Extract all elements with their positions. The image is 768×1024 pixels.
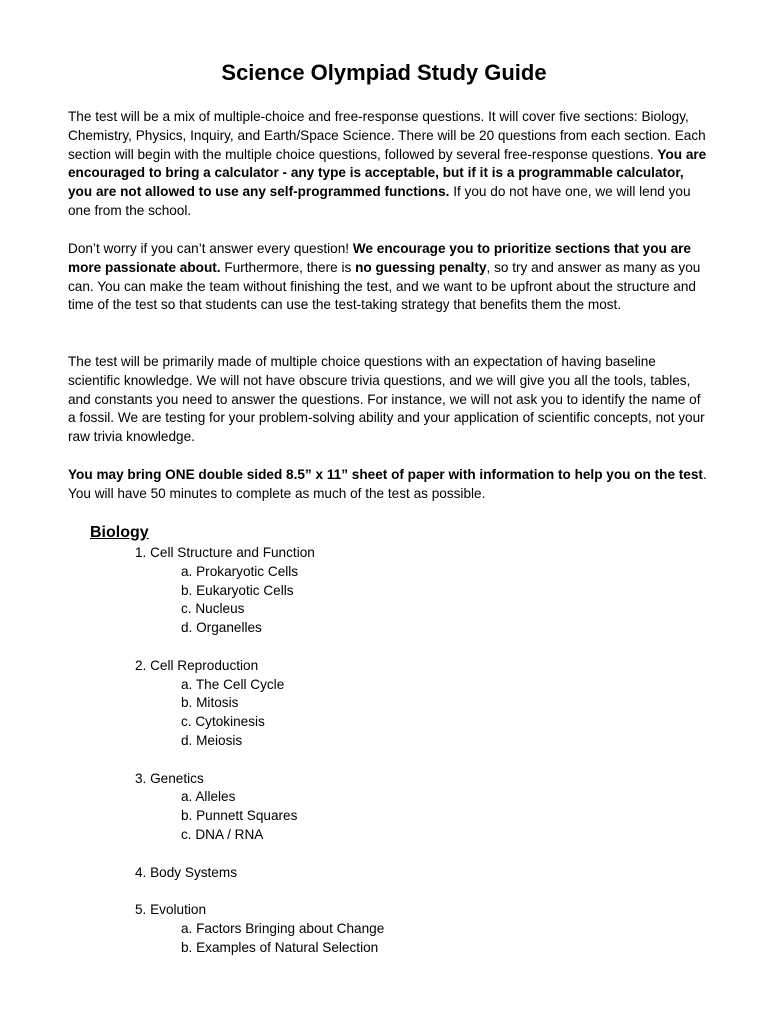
strategy-text-2: Furthermore, there is	[220, 259, 356, 275]
time-limit-text: . You will have 50 minutes to complete as much of the test as possible.	[68, 467, 707, 501]
subtopic-item: a. The Cell Cycle	[181, 676, 285, 692]
page-title: Science Olympiad Study Guide	[221, 60, 547, 85]
strategy-paragraph	[68, 240, 708, 315]
subtopic-item: b. Punnett Squares	[181, 808, 298, 824]
topic-item: 4. Body Systems	[135, 864, 237, 880]
subtopic-item: b. Eukaryotic Cells	[181, 582, 294, 598]
subtopic-item: a. Prokaryotic Cells	[181, 563, 299, 579]
prioritize-note: We encourage you to prioritize sections that you are more passionate about.	[68, 241, 691, 275]
subtopic-item: a. Factors Bringing about Change	[181, 921, 385, 936]
strategy-text-3: , so try and answer as many as you can. You can make the team without finishing the test, and we want to be upfront about the structure and time of the test so that students can use the test-taking strategy that benefits them the most.	[68, 259, 701, 313]
subtopic-item: b. Mitosis	[181, 695, 239, 711]
subtopic-item: d. Meiosis	[181, 733, 243, 748]
intro-paragraph	[68, 108, 708, 221]
subtopic-item: c. DNA / RNA	[181, 827, 264, 842]
subtopic-item: b. Examples of Natural Selection	[181, 939, 379, 955]
subtopic-item: a. Alleles	[181, 789, 236, 805]
intro-text-2: If you do not have one, we will lend you one from the school.	[68, 184, 691, 218]
intro-text-1: The test will be a mix of multiple-choice and free-response questions. It will cover five sections: Biology, Chemistry, Physics, Inquiry, and Earth/Space Science. There will be 20 questions from each section. Each section will begin with the multiple choice questions, followed by several free-response questions.	[68, 109, 706, 162]
format-paragraph	[68, 353, 708, 447]
format-text: The test will be primarily made of multiple choice questions with an expectation of having baseline scientific knowledge. We will not have obscure trivia questions, and we will give you all the tools, tables, and constants you need to answer the questions. For instance, we will not ask you to identify the name of a fossil. We are testing for your problem-solving ability and your application of scientific concepts, not your raw trivia knowledge.	[68, 354, 705, 445]
biology-heading: Biology	[90, 524, 149, 541]
topic-item: 1. Cell Structure and Function	[135, 545, 315, 560]
topic-item: 5. Evolution	[135, 902, 207, 918]
strategy-text-1: Don’t worry if you can’t answer every question!	[68, 241, 353, 256]
topic-item: 3. Genetics	[135, 770, 204, 786]
calculator-policy: You are encouraged to bring a calculator - any type is acceptable, but if it is a programmable calculator, you are not allowed to use any self-programmed functions.	[68, 146, 707, 200]
subtopic-item: c. Nucleus	[181, 601, 245, 617]
cheat-sheet-rule: You may bring ONE double sided 8.5” x 11” sheet of paper with information to help you on the test	[68, 467, 703, 482]
subtopic-item: c. Cytokinesis	[181, 714, 265, 730]
subtopic-item: d. Organelles	[181, 620, 262, 636]
no-guessing-penalty: no guessing penalty	[355, 259, 487, 275]
topic-item: 2. Cell Reproduction	[135, 657, 259, 673]
materials-paragraph	[68, 466, 708, 504]
